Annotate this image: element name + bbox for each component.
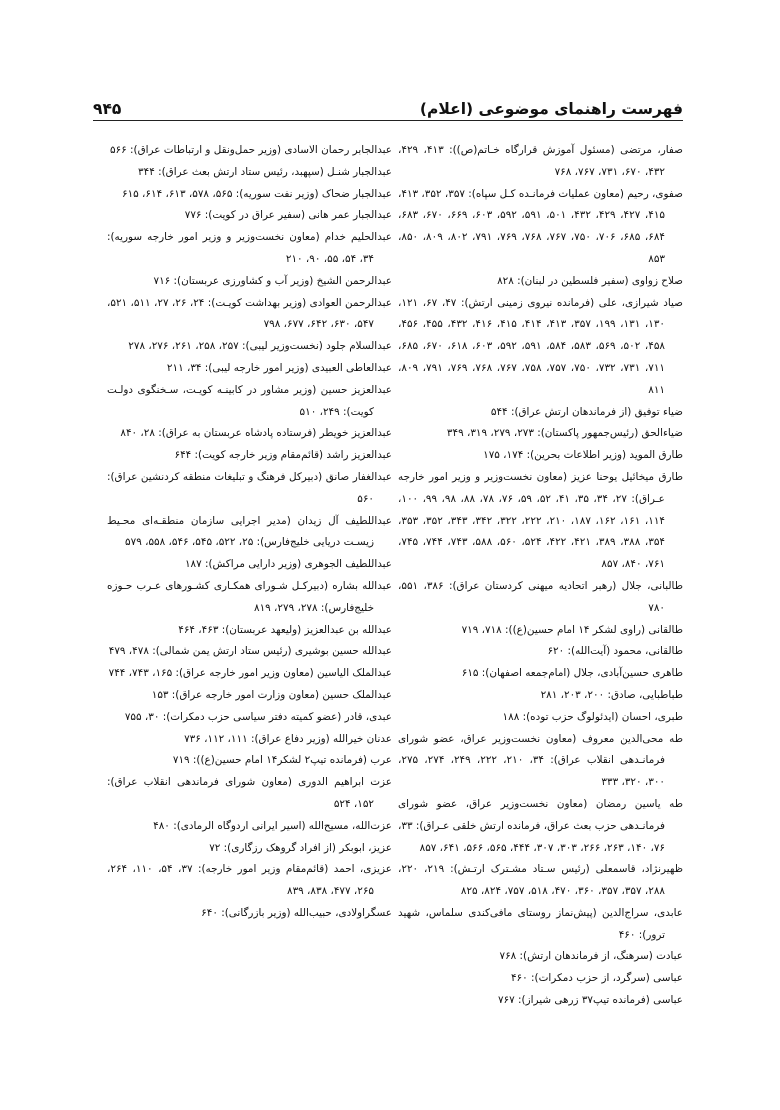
index-entry: عبدالسلام جلود (نخست‌وزیر لیبی): ۲۵۷، ۲۵۸، ۲۶۱، ۲۷۶، ۲۷۸ <box>128 340 392 353</box>
index-entry: عسگراولادی، حبیب‌الله (وزیر بازرگانی): ۶۴۰ <box>201 906 392 919</box>
page-header <box>93 92 683 118</box>
index-entry: عبدالله حسین بوشیری (رئیس ستاد ارتش یمن شمالی): ۴۷۸، ۴۷۹ <box>108 645 392 658</box>
index-entry: عزیز، ابوبکر (از افراد گروهک رزگاری): ۷۲ <box>209 841 392 854</box>
index-entry: صفار، مرتضی (مسئول آموزش قرارگاه خـاتم(ص)): ۴۱۳، ۴۲۹، ۴۳۲، ۶۷۰، ۷۳۱، ۷۶۷، ۷۶۸ <box>398 144 683 178</box>
index-entry: عبدالرحمن الشیخ (وزیر آب و کشاورزی عربستان): ۷۱۶ <box>153 274 392 287</box>
index-entry: طباطبایی، صادق: ۲۰۰، ۲۰۳، ۲۸۱ <box>540 688 683 701</box>
index-entry: طارق میخائیل یوحنا عزیز (معاون نخست‌وزیر و وزیر امور خارجه عـراق): ۲۷، ۳۴، ۳۵، ۴۱، ۵۲، ۵۹، ۷۶، ۷۸، ۸۸، ۹۸، ۹۹، ۱۰۰، ۱۱۴، ۱۶۱، ۱۶۲، ۱۸۷، ۲۱۰، ۲۲۲، ۳۲۲، ۳۴۲، ۳۴۳، ۳۵۲، ۳۵۳، ۳۵۴، ۳۸۸، ۳۸۹، ۴۲۱، ۴۲۲، ۵۲۴، ۵۶۰، ۵۸۸، ۷۴۳، ۷۴۴، ۷۴۵، ۷۶۱، ۸۴۰، ۸۵۷ <box>398 470 683 571</box>
index-entry: عبداللطیف آل زیدان (مدیر اجرایی سازمان منطقـه‌ای محـیط زیسـت دریایی خلیج‌فارس): ۲۵، ۵۲۲، ۵۴۵، ۵۴۶، ۵۵۸، ۵۷۹ <box>107 514 392 549</box>
page-number: ۹۴۵ <box>93 100 122 118</box>
index-entry: عبدالجبار عمر هانی (سفیر عراق در کویت): ۷۷۶ <box>184 209 392 222</box>
index-entry: صلاح زواوی (سفیر فلسطین در لبنان): ۸۲۸ <box>497 274 683 287</box>
index-entry: طاهری حسین‌آبادی، جلال (امام‌جمعه اصفهان): ۶۱۵ <box>461 667 683 680</box>
index-entry: عبدالرحمن العوادی (وزیر بهداشت کویـت): ۲۴، ۲۶، ۲۷، ۵۱۱، ۵۲۱، ۵۴۷، ۶۳۰، ۶۴۲، ۶۷۷، ۷۹۸ <box>107 296 392 331</box>
index-entry: عبادت (سرهنگ، از فرماندهان ارتش): ۷۶۸ <box>499 950 683 963</box>
index-entry: طه محی‌الدین معروف (معاون نخست‌وزیر عراق، عضو شورای فرمانـدهی انقلاب عراق): ۳۴، ۲۱۰، ۲۲۲، ۲۴۹، ۲۷۴، ۲۷۵، ۳۰۰، ۳۲۰، ۳۳۳ <box>398 732 683 789</box>
index-entry: عبدالملک الیاسین (معاون وزیر امور خارجه عراق): ۱۶۵، ۷۴۳، ۷۴۴ <box>108 667 392 680</box>
index-entry: عزیزی، احمد (قائم‌مقام وزیر امور خارجه): ۳۷، ۵۴، ۱۱۰، ۲۶۴، ۲۶۵، ۴۷۷، ۸۳۸، ۸۳۹ <box>107 863 392 898</box>
index-entry: طه یاسین رمضان (معاون نخست‌وزیر عراق، عضو شورای فرمانـدهی حزب بعث عراق، فرمانده ارتش خلقی عـراق): ۳۳، ۷۶، ۱۴۰، ۲۶۳، ۲۶۶، ۳۰۳، ۳۰۷، ۴۴۴، ۵۶۵، ۵۶۶، ۶۴۱، ۸۵۷ <box>398 797 683 854</box>
index-entry: عبدالجبار ضحاک (وزیر نفت سوریه): ۵۶۵، ۵۷۸، ۶۱۳، ۶۱۴، ۶۱۵ <box>122 187 392 200</box>
index-entry: عبدالله بشاره (دبیرکـل شـورای همکـاری کشـورهای عـرب حـوزه خلیج‌فارس): ۲۷۸، ۲۷۹، ۸۱۹ <box>107 579 392 614</box>
index-entry: عزت ابراهیم الدوری (معاون شورای فرماندهی انقلاب عراق): ۱۵۲، ۵۲۴ <box>107 776 392 810</box>
index-entry: عباسی (سرگرد، از حزب دمکرات): ۴۶۰ <box>510 972 683 985</box>
index-column-right <box>398 140 683 1012</box>
index-column-left <box>107 140 392 925</box>
index-entry: عبداللطیف الجوهری (وزیر دارایی مراکش): ۱۸۷ <box>184 558 392 571</box>
index-entry: عبدالعاطی العبیدی (وزیر امور خارجه لیبی): ۳۴، ۲۱۱ <box>166 361 392 374</box>
index-entry: عبدالعزیز راشد (قائم‌مقام وزیر خارجه کویت): ۶۴۴ <box>174 449 392 462</box>
index-entry: عبدالعزیز حسین (وزیر مشاور در کابینـه کویـت، سـخنگوی دولـت کویت): ۲۴۹، ۵۱۰ <box>107 383 392 418</box>
index-entry: عبدالملک حسین (معاون وزارت امور خارجه عراق): ۱۵۳ <box>151 688 392 701</box>
index-entry: طالقانی، محمود (آیت‌الله): ۶۲۰ <box>547 645 683 658</box>
index-entry: عزت‌الله، مسیح‌الله (اسیر ایرانی اردوگاه الرمادی): ۴۸۰ <box>153 819 392 832</box>
index-entry: عبدالعزیز خویطر (فرستاده پادشاه عربستان به عراق): ۲۸، ۸۴۰ <box>120 427 392 440</box>
index-entry: عبدالغفار صانق (دبیرکل فرهنگ و تبلیغات منطقه کردنشین عراق): ۵۶۰ <box>107 470 392 505</box>
index-entry: عبدالجبار شنـل (سپهبد، رئیس ستاد ارتش بعث عراق): ۳۴۴ <box>138 165 392 178</box>
index-entry: عبدالحلیم خدام (معاون نخست‌وزیر و وزیر امور خارجه سوریه): ۳۴، ۵۴، ۵۵، ۹۰، ۲۱۰ <box>107 231 392 265</box>
index-entry: ضیاءالحق (رئیس‌جمهور پاکستان): ۲۷۳، ۲۷۹، ۳۱۹، ۳۴۹ <box>446 427 683 440</box>
index-entry: طالقانی (راوی لشکر ۱۴ امام حسین(ع)): ۷۱۸، ۷۱۹ <box>461 623 683 636</box>
index-entry: طارق المويد (وزیر اطلاعات بحرین): ۱۷۴، ۱۷۵ <box>483 449 683 462</box>
index-entry: صیاد شیرازی، علی (فرمانده نیروی زمینی ارتش): ۴۷، ۶۷، ۱۲۱، ۱۳۰، ۱۳۱، ۱۹۹، ۳۵۷، ۴۱۳، ۴۱۴، ۴۱۵، ۴۱۶، ۴۳۲، ۴۵۵، ۴۵۶، ۴۵۸، ۵۰۲، ۵۶۹، ۵۸۳، ۵۸۴، ۵۹۱، ۵۹۲، ۶۰۳، ۶۱۸، ۶۷۰، ۶۸۵، ۷۱۱، ۷۳۱، ۷۳۲، ۷۵۰، ۷۵۷، ۷۵۸، ۷۶۷، ۷۶۸، ۷۶۹، ۷۹۱، ۸۰۹، ۸۱۱ <box>398 296 683 396</box>
index-entry: عبدالله بن عبدالعزیز (ولیعهد عربستان): ۴۶۳، ۴۶۴ <box>178 623 392 636</box>
index-entry: طبری، احسان (ایدئولوگ حزب توده): ۱۸۸ <box>502 710 683 723</box>
index-entry: عباسی (فرمانده تیپ۳۷ زرهی شیراز): ۷۶۷ <box>497 994 683 1007</box>
index-entry: طالبانی، جلال (رهبر اتحادیه میهنی کردستان عراق): ۳۸۶، ۵۵۱، ۷۸۰ <box>398 579 683 614</box>
index-entry: صفوی، رحیم (معاون عملیات فرمانـده کـل سپاه): ۳۵۷، ۳۵۲، ۴۱۳، ۴۱۵، ۴۲۷، ۴۲۹، ۴۳۲، ۵۰۱، ۵۹۱، ۵۹۲، ۶۰۳، ۶۶۹، ۶۷۰، ۶۸۳، ۶۸۴، ۶۸۵، ۷۰۶، ۷۵۰، ۷۶۷، ۷۶۸، ۷۶۹، ۷۹۱، ۸۰۲، ۸۰۹، ۸۵۰، ۸۵۳ <box>398 187 683 265</box>
index-entry: عابدی، سراج‌الدین (پیش‌نماز روستای مافی‌کندی سلماس، شهید ترور): ۴۶۰ <box>398 906 683 941</box>
index-entry: عدنان خیرالله (وزیر دفاع عراق): ۱۱۱، ۱۱۲، ۷۳۶ <box>184 732 392 745</box>
index-entry: عرب (فرمانده تیپ۲ لشکر۱۴ امام حسین(ع)): ۷۱۹ <box>172 754 392 767</box>
header-rule <box>93 120 683 121</box>
index-entry: عبدی، قادر (عضو کمیته دفتر سیاسی حزب دمکرات): ۳۰، ۷۵۵ <box>124 710 392 723</box>
index-entry: عبدالجابر رحمان الاسادی (وزیر حمل‌ونقل و ارتباطات عراق): ۵۶۶ <box>109 144 392 156</box>
index-entry: ضیاء توفیق (از فرماندهان ارتش عراق): ۵۴۴ <box>490 405 683 418</box>
index-entry: ظهیرنژاد، قاسمعلی (رئیس سـتاد مشـترک ارتـش): ۲۱۹، ۲۲۰، ۲۸۸، ۳۵۷، ۳۵۷، ۳۶۰، ۴۷۰، ۵۱۸، ۷۵۷، ۸۲۴، ۸۲۵ <box>398 863 683 898</box>
running-title: فهرست راهنمای موضوعی (اعلام) <box>419 100 683 118</box>
